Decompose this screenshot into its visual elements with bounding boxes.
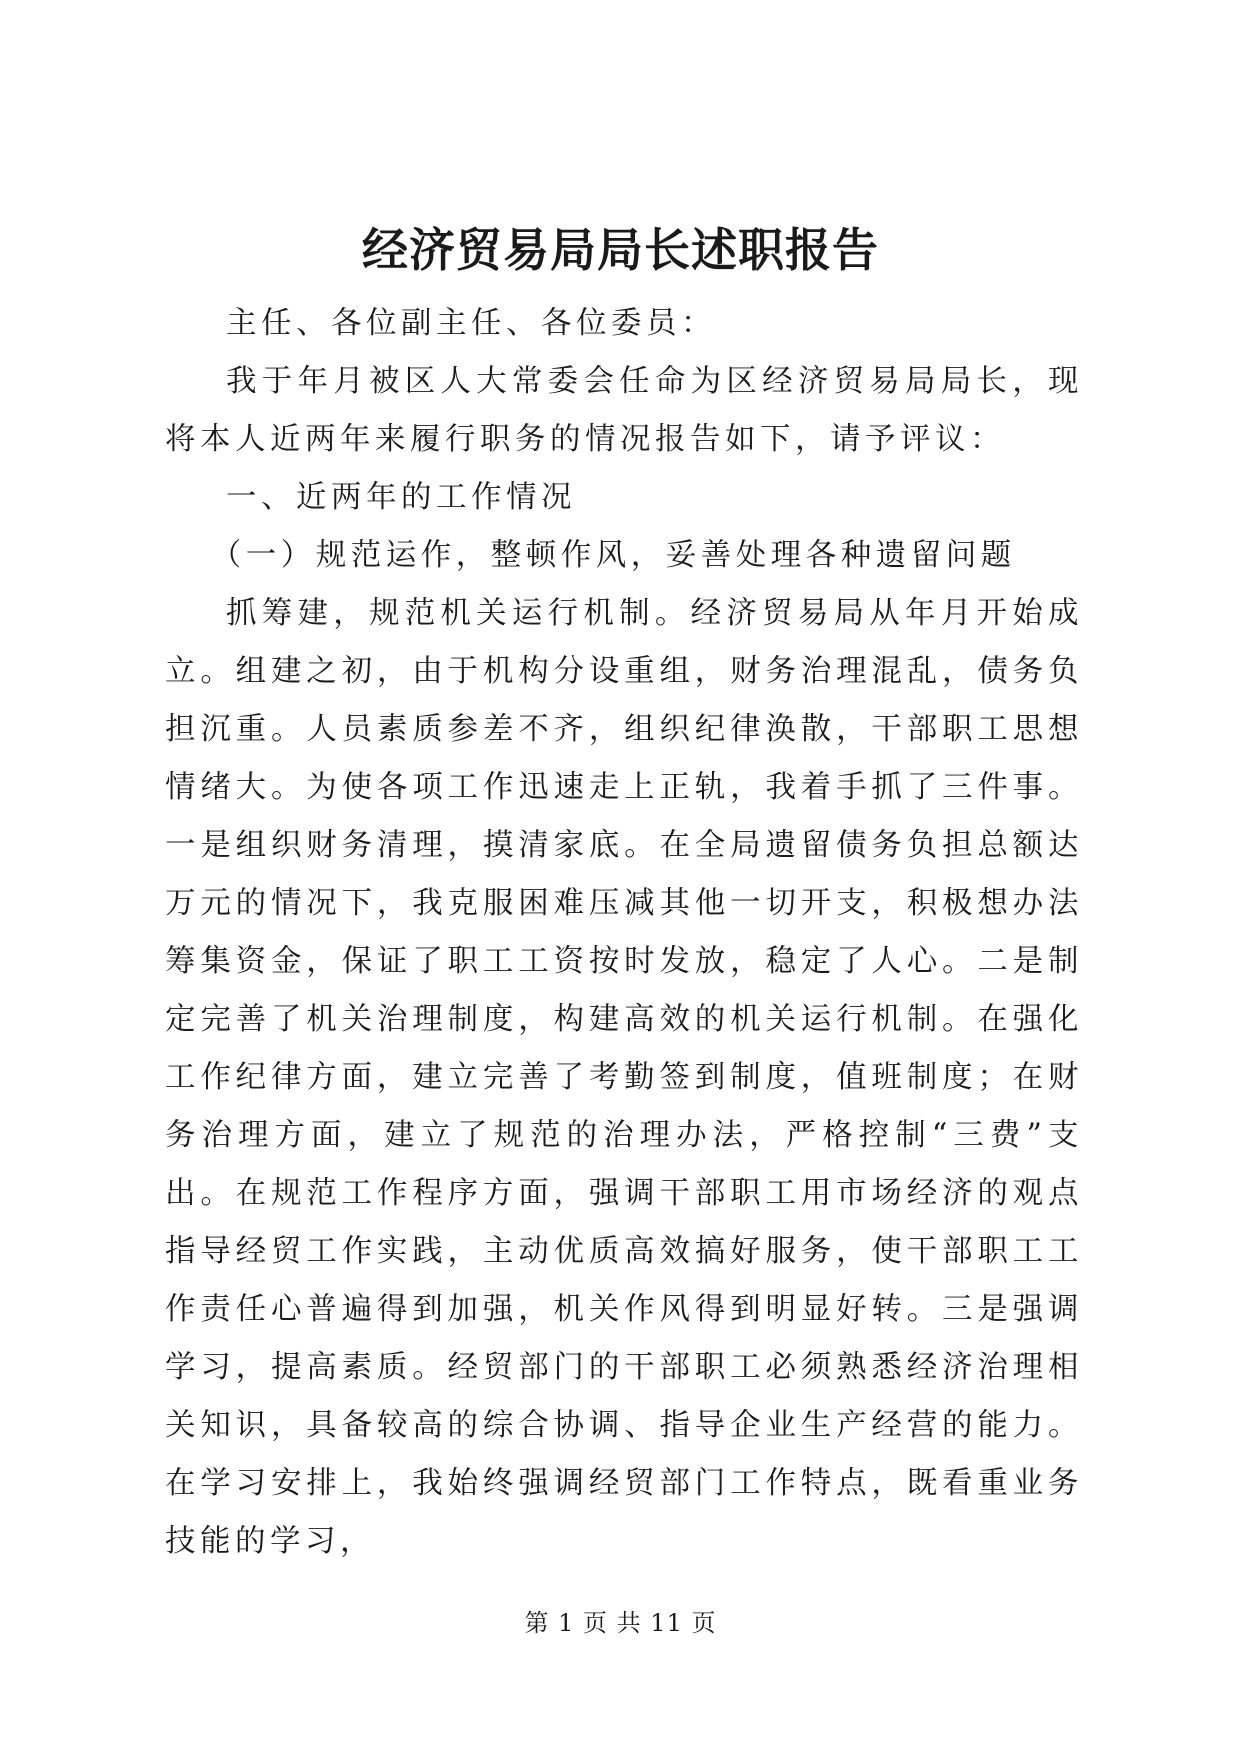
document-body: [165, 295, 1083, 1571]
body-paragraph: 抓筹建，规范机关运行机制。经济贸易局从年月开始成立。组建之初，由于机构分设重组，财务治理混乱，债务负担沉重。人员素质参差不齐，组织纪律涣散，干部职工思想情绪大。为使各项工作迅速走上正轨，我着手抓了三件事。一是组织财务清理，摸清家底。在全局遗留债务负担总额达万元的情况下，我克服困难压减其他一切开支，积极想办法筹集资金，保证了职工工资按时发放，稳定了人心。二是制定完善了机关治理制度，构建高效的机关运行机制。在强化工作纪律方面，建立完善了考勤签到制度，值班制度；在财务治理方面，建立了规范的治理办法，严格控制“三费”支出。在规范工作程序方面，强调干部职工用市场经济的观点指导经贸工作实践，主动优质高效搞好服务，使干部职工工作责任心普遍得到加强，机关作风得到明显好转。三是强调学习，提高素质。经贸部门的干部职工必须熟悉经济治理相关知识，具备较高的综合协调、指导企业生产经营的能力。在学习安排上，我始终强调经贸部门工作特点，既看重业务技能的学习，: [165, 596, 1083, 1559]
document-title: 经济贸易局局长述职报告: [362, 223, 879, 277]
subsection-heading: （一）规范运作，整顿作风，妥善处理各种遗留问题: [210, 538, 1016, 573]
page-footer: 第 1 页 共 11 页: [524, 1609, 717, 1637]
intro-paragraph: 我于年月被区人大常委会任命为区经济贸易局局长，现将本人近两年来履行职务的情况报告如下，请予评议：: [165, 364, 1083, 457]
salutation-paragraph: 主任、各位副主任、各位委员：: [226, 306, 716, 341]
section-heading: 一、近两年的工作情况: [226, 480, 576, 515]
